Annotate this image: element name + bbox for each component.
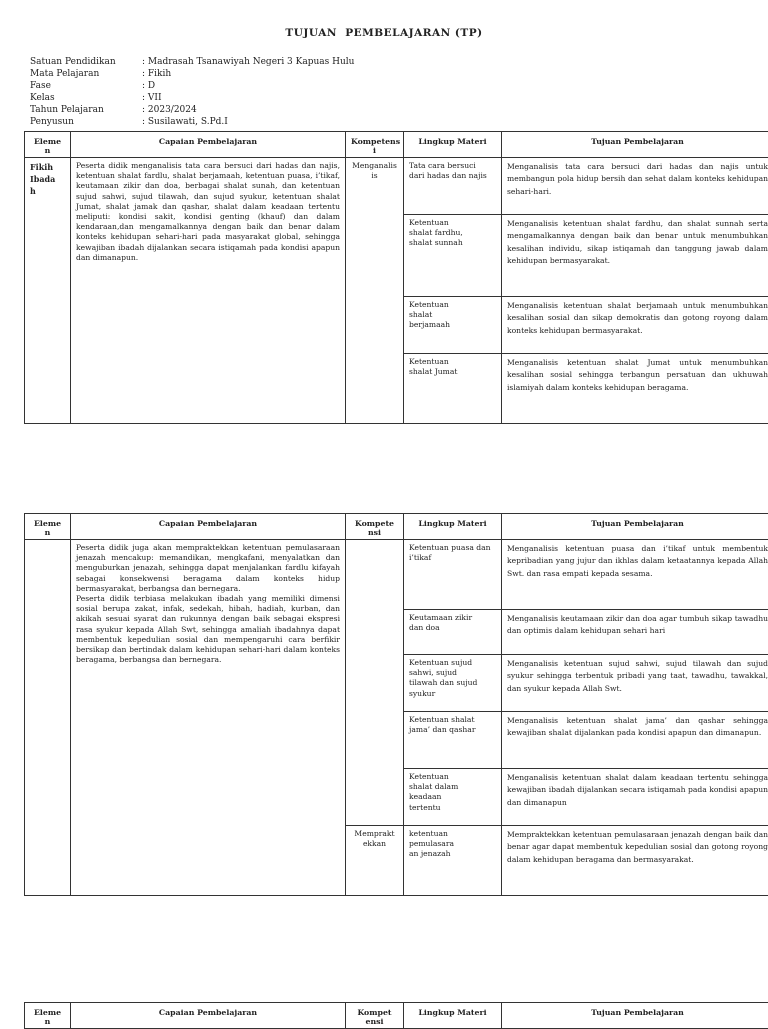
info-value: : VII bbox=[142, 92, 162, 104]
elemen-cell bbox=[25, 540, 71, 896]
lingkup-cell: Keutamaan zikir dan doa bbox=[404, 610, 502, 655]
info-row bbox=[30, 56, 354, 68]
tujuan-cell: Menganalisis ketentuan shalat jama’ dan qashar sehingga kewajiban shalat dijalankan pada kondisi apapun dan dimanapun. bbox=[502, 712, 768, 769]
table-header-row bbox=[25, 132, 768, 158]
header-kompetensi: Kompetens i bbox=[346, 132, 404, 158]
lingkup-cell: Ketentuan shalat Jumat bbox=[404, 354, 502, 424]
elemen-cell: Fikih Ibada h bbox=[25, 158, 71, 424]
header-elemen: Eleme n bbox=[25, 132, 71, 158]
header-kompetensi: Kompete nsi bbox=[346, 514, 404, 540]
tujuan-cell: Menganalisis ketentuan sujud sahwi, sujud tilawah dan sujud syukur sehingga terbentuk pribadi yang taat, tawadhu, tawakkal, dan syukur kepada Allah Swt. bbox=[502, 655, 768, 712]
capaian-cell: Peserta didik menganalisis tata cara bersuci dari hadas dan najis, ketentuan shalat fardlu, shalat berjamaah, ketentuan puasa, i’tikaf, keutamaan zikir dan doa, berbagai shalat sunah, dan ketentuan sujud sahwi, sujud tilawah, dan sujud syukur, ketentuan shalat Jumat, shalat jamak dan qashar, shalat dalam keadaan tertentu meliputi: kondisi sakit, kondisi genting (khauf) dan dalam kendaraan,dan mengamalkannya dengan baik dan benar dalam konteks kehidupan sehari-hari pada masyarakat global, sehingga kewajiban ibadah dijalankan secara istiqamah pada kondisi apapun dan dimanapun. bbox=[71, 158, 346, 424]
info-label: Satuan Pendidikan bbox=[30, 56, 142, 68]
table-row bbox=[25, 158, 768, 215]
header-kompetensi: Kompet ensi bbox=[346, 1003, 404, 1029]
header-elemen: Eleme n bbox=[25, 1003, 71, 1029]
lingkup-cell: ketentuan pemulasara an jenazah bbox=[404, 826, 502, 896]
lingkup-cell: Ketentuan sujud sahwi, sujud tilawah dan sujud syukur bbox=[404, 655, 502, 712]
lingkup-cell: Ketentuan shalat fardhu, shalat sunnah bbox=[404, 215, 502, 297]
tujuan-cell: Menganalisis ketentuan shalat fardhu, dan shalat sunnah serta mengamalkannya dengan baik dan benar untuk menumbuhkan kesalihan individu, sikap istiqamah dan tanggung jawab dalam kehidupan bermasyarakat. bbox=[502, 215, 768, 297]
header-tujuan: Tujuan Pembelajaran bbox=[502, 514, 768, 540]
learning-objectives-table-2 bbox=[24, 513, 768, 896]
header-tujuan: Tujuan Pembelajaran bbox=[502, 1003, 768, 1029]
capaian-cell: Peserta didik juga akan mempraktekkan ketentuan pemulasaraan jenazah mencakup: memandikan, mengkafani, menyalatkan dan menguburkan jenazah, sehingga dapat menjalankan fardlu kifayah sebagai konsekwensi beragama dalam konteks hidup bermasyarakat, berbangsa dan bernegara. Peserta didik terbiasa melakukan ibadah yang memiliki dimensi sosial berupa zakat, infak, sedekah, hibah, hadiah, kurban, dan akikah sesuai syarat dan rukunnya dengan baik sebagai ekspresi rasa syukur kepada Allah Swt, sehingga amaliah ibadahnya dapat membentuk kepedulian sosial dan mempengaruhi cara berfikir bersikap dan bertindak dalam kehidupan sehari-hari dalam konteks beragama, berbangsa dan bernegara. bbox=[71, 540, 346, 896]
lingkup-cell: Ketentuan shalat berjamaah bbox=[404, 297, 502, 354]
kompetensi-cell: Menganalis is bbox=[346, 158, 404, 424]
table-row bbox=[25, 540, 768, 610]
header-lingkup: Lingkup Materi bbox=[404, 132, 502, 158]
info-row bbox=[30, 104, 354, 116]
info-row bbox=[30, 68, 354, 80]
tujuan-cell: Menganalisis ketentuan shalat berjamaah untuk menumbuhkan kesalihan sosial dan sikap demokratis dan gotong royong dalam konteks kehidupan bermasyarakat. bbox=[502, 297, 768, 354]
table-header-row bbox=[25, 1003, 768, 1029]
learning-objectives-table-1 bbox=[24, 131, 768, 424]
lingkup-cell: Ketentuan shalat jama’ dan qashar bbox=[404, 712, 502, 769]
page-title: TUJUAN PEMBELAJARAN (TP) bbox=[0, 27, 768, 39]
kompetensi-cell bbox=[346, 540, 404, 826]
info-value: : Susilawati, S.Pd.I bbox=[142, 116, 228, 128]
info-row bbox=[30, 92, 354, 104]
info-value: : D bbox=[142, 80, 155, 92]
lingkup-cell: Ketentuan puasa dan i’tikaf bbox=[404, 540, 502, 610]
learning-objectives-table-3 bbox=[24, 1002, 768, 1029]
info-row bbox=[30, 80, 354, 92]
info-value: : 2023/2024 bbox=[142, 104, 197, 116]
info-label: Fase bbox=[30, 80, 142, 92]
tujuan-cell: Menganalisis ketentuan shalat Jumat untuk menumbuhkan kesalihan sosial sehingga terbangun persatuan dan ukhuwah islamiyah dalam konteks kehidupan beragama. bbox=[502, 354, 768, 424]
tujuan-cell: Menganalisis ketentuan puasa dan i’tikaf untuk membentuk kepribadian yang jujur dan ikhlas dalam ketaatannya kepada Allah Swt. dan rasa empati kepada sesama. bbox=[502, 540, 768, 610]
header-lingkup: Lingkup Materi bbox=[404, 1003, 502, 1029]
info-value: : Madrasah Tsanawiyah Negeri 3 Kapuas Hulu bbox=[142, 56, 354, 68]
document-info bbox=[30, 56, 354, 128]
header-lingkup: Lingkup Materi bbox=[404, 514, 502, 540]
header-tujuan: Tujuan Pembelajaran bbox=[502, 132, 768, 158]
lingkup-cell: Ketentuan shalat dalam keadaan tertentu bbox=[404, 769, 502, 826]
info-row bbox=[30, 116, 354, 128]
header-elemen: Eleme n bbox=[25, 514, 71, 540]
header-capaian: Capaian Pembelajaran bbox=[71, 514, 346, 540]
tujuan-cell: Mempraktekkan ketentuan pemulasaraan jenazah dengan baik dan benar agar dapat membentuk kepedulian sosial dan gotong royong dalam kehidupan beragama dan bermasyarakat. bbox=[502, 826, 768, 896]
tujuan-cell: Menganalisis tata cara bersuci dari hadas dan najis untuk membangun pola hidup bersih dan sehat dalam konteks kehidupan sehari-hari. bbox=[502, 158, 768, 215]
info-label: Tahun Pelajaran bbox=[30, 104, 142, 116]
info-label: Penyusun bbox=[30, 116, 142, 128]
header-capaian: Capaian Pembelajaran bbox=[71, 1003, 346, 1029]
tujuan-cell: Menganalisis keutamaan zikir dan doa agar tumbuh sikap tawadhu dan optimis dalam kehidupan sehari hari bbox=[502, 610, 768, 655]
kompetensi-cell: Memprakt ekkan bbox=[346, 826, 404, 896]
info-value: : Fikih bbox=[142, 68, 171, 80]
table-header-row bbox=[25, 514, 768, 540]
info-label: Mata Pelajaran bbox=[30, 68, 142, 80]
info-label: Kelas bbox=[30, 92, 142, 104]
tujuan-cell: Menganalisis ketentuan shalat dalam keadaan tertentu sehingga kewajiban ibadah dijalankan secara istiqamah pada kondisi apapun dan dimanapun bbox=[502, 769, 768, 826]
lingkup-cell: Tata cara bersuci dari hadas dan najis bbox=[404, 158, 502, 215]
header-capaian: Capaian Pembelajaran bbox=[71, 132, 346, 158]
